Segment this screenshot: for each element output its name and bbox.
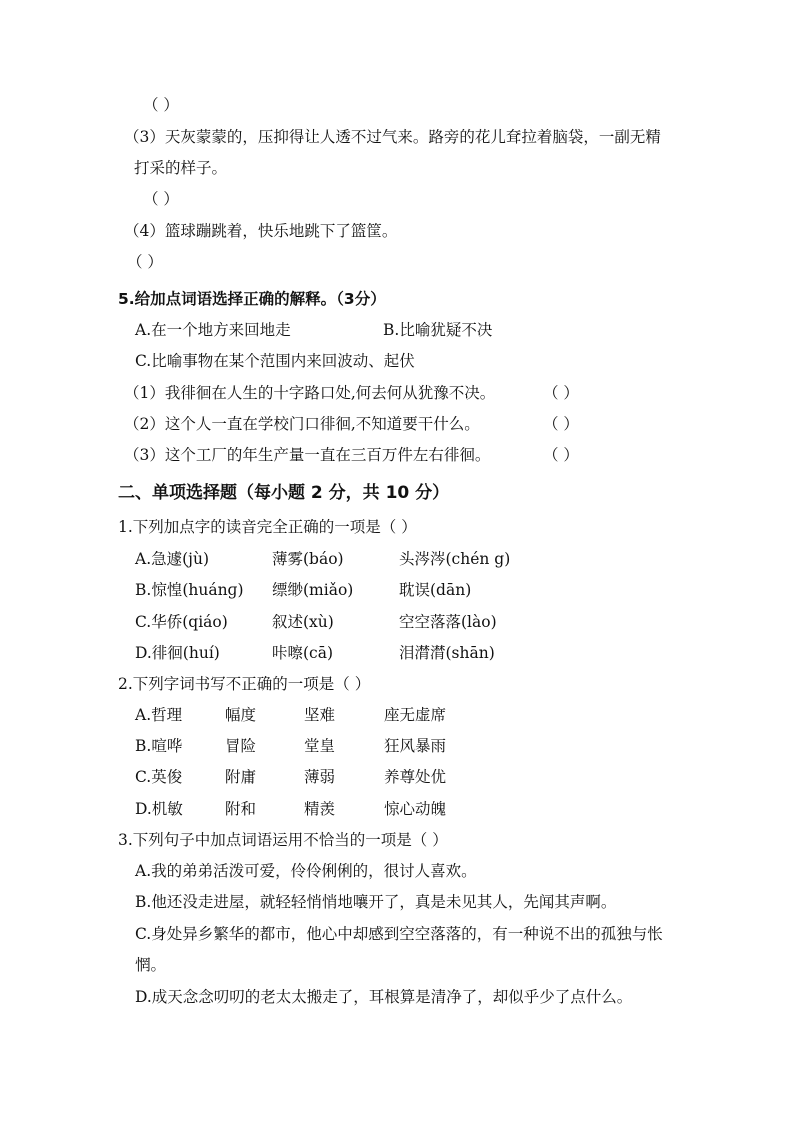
s2-q2-d-4: 惊心动魄 [384, 800, 447, 818]
s2-q1-b-2: 缥缈(miǎo) [272, 581, 354, 599]
s2-q2-a-3: 坚难 [304, 706, 336, 724]
q4-item-3-line-2: 打采的样子。 [134, 159, 228, 177]
s2-q3-option-b: B.他还没走进屋，就轻轻悄悄地嚷开了，真是未见其人，先闻其声啊。 [135, 893, 617, 911]
s2-q3-option-d: D.成天念念叨叨的老太太搬走了，耳根算是清净了，却似乎少了点什么。 [135, 988, 633, 1006]
s2-q1-b-3: 耽误(dān) [399, 581, 472, 599]
s2-q3-stem: 3.下列句子中加点词语运用不恰当的一项是（ ） [118, 831, 448, 849]
s2-q3-option-a: A.我的弟弟活泼可爱，伶伶俐俐的，很讨人喜欢。 [135, 862, 477, 880]
s2-q2-stem: 2.下列字词书写不正确的一项是（ ） [118, 675, 371, 693]
s2-q2-c-4: 养尊处优 [384, 768, 447, 786]
q5-option-c: C.比喻事物在某个范围内来回波动、起伏 [135, 352, 415, 370]
s2-q1-d-1: D.徘徊(huí) [135, 644, 220, 662]
s2-q3-option-c-line-1: C.身处异乡繁华的都市，他心中却感到空空落落的，有一种说不出的孤独与怅 [135, 925, 663, 943]
q5-item-1: （1）我徘徊在人生的十字路口处,何去何从犹豫不决。 [124, 384, 496, 402]
q4-item-3-line-1: （3）天灰蒙蒙的，压抑得让人透不过气来。路旁的花儿耷拉着脑袋，一副无精 [124, 128, 661, 146]
s2-q3-option-c-line-2: 惘。 [135, 956, 167, 974]
q5-option-b: B.比喻犹疑不决 [383, 321, 493, 339]
answer-blank: （ ） [543, 415, 579, 433]
s2-q1-c-1: C.华侨(qiáo) [135, 613, 228, 631]
s2-q2-d-2: 附和 [225, 800, 257, 818]
s2-q1-stem: 1.下列加点字的读音完全正确的一项是（ ） [118, 518, 417, 536]
s2-q2-a-4: 座无虚席 [384, 706, 447, 724]
s2-q2-b-2: 冒险 [225, 737, 257, 755]
s2-q1-a-1: A.急遽(jù) [135, 550, 210, 568]
q4-item-4: （4）篮球蹦跳着，快乐地跳下了篮筐。 [124, 222, 398, 240]
s2-q2-b-1: B.喧哗 [135, 737, 183, 755]
answer-blank: （ ） [543, 446, 579, 464]
s2-q2-c-3: 薄弱 [304, 768, 336, 786]
s2-q2-d-1: D.机敏 [135, 800, 183, 818]
s2-q2-a-1: A.哲理 [135, 706, 183, 724]
s2-q1-a-2: 薄雾(báo) [272, 550, 344, 568]
q5-option-a: A.在一个地方来回地走 [135, 321, 291, 339]
s2-q1-d-3: 泪潸潸(shān) [399, 644, 495, 662]
s2-q1-a-3: 头涔涔(chén g) [399, 550, 511, 568]
answer-blank: （ ） [127, 253, 163, 271]
answer-blank: （ ） [143, 190, 179, 208]
s2-q2-a-2: 幅度 [225, 706, 257, 724]
s2-q2-c-2: 附庸 [225, 768, 257, 786]
section-2-title: 二、单项选择题（每小题 2 分，共 10 分） [118, 483, 450, 503]
s2-q2-b-4: 狂风暴雨 [384, 737, 447, 755]
s2-q1-c-2: 叙述(xù) [272, 613, 334, 631]
s2-q2-d-3: 精羡 [304, 800, 336, 818]
answer-blank: （ ） [543, 384, 579, 402]
s2-q1-c-3: 空空落落(lào) [399, 613, 497, 631]
s2-q1-d-2: 咔嚓(cā) [272, 644, 334, 662]
s2-q2-c-1: C.英俊 [135, 768, 183, 786]
s2-q1-b-1: B.惊惶(huánɡ) [135, 581, 244, 599]
q5-item-3: （3）这个工厂的年生产量一直在三百万件左右徘徊。 [124, 446, 491, 464]
s2-q2-b-3: 堂皇 [304, 737, 336, 755]
q5-title: 5.给加点词语选择正确的解释。（3分） [118, 290, 386, 308]
answer-blank: （ ） [143, 96, 179, 114]
q5-item-2: （2）这个人一直在学校门口徘徊,不知道要干什么。 [124, 415, 480, 433]
